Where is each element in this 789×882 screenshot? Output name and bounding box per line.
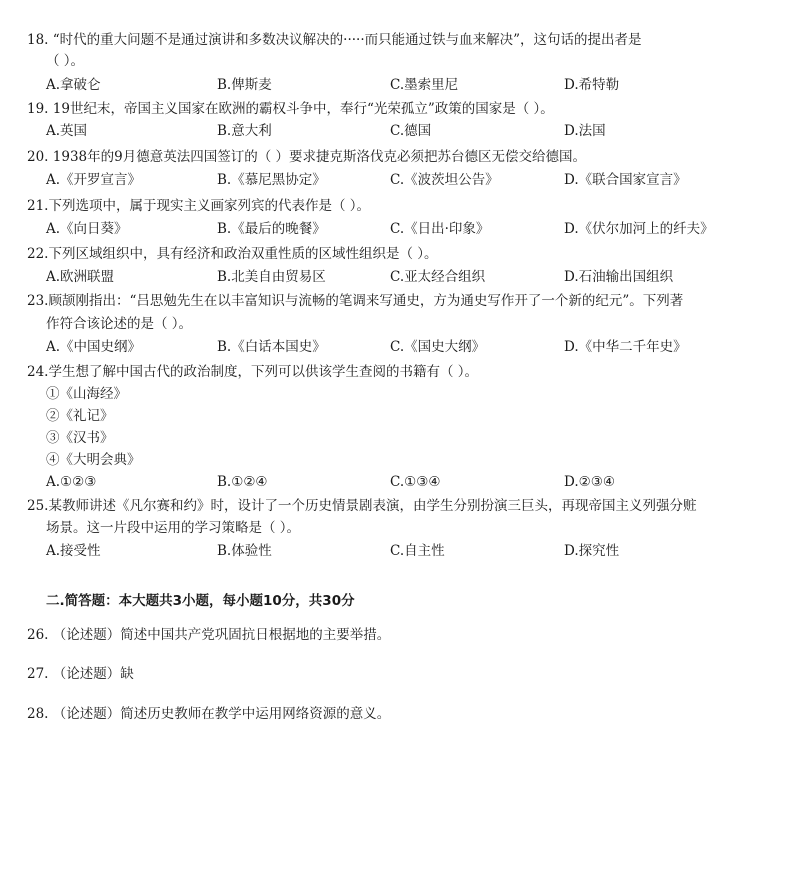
- question-text: 19. 19世纪末，帝国主义国家在欧洲的霸权斗争中，奉行“光荣孤立”政策的国家是（ ）。: [27, 101, 554, 117]
- option-d: D.《伏尔加河上的纤夫》: [564, 221, 714, 237]
- question-text: 22.下列区域组织中，具有经济和政治双重性质的区域性组织是（ ）。: [27, 246, 438, 262]
- question-text: 21.下列选项中，属于现实主义画家列宾的代表作是（ ）。: [27, 198, 371, 214]
- option-d: D.希特勒: [564, 77, 620, 93]
- option-c: C.墨索里尼: [390, 77, 459, 93]
- option-d: D.《联合国家宣言》: [564, 172, 687, 188]
- option-b: B.《白话本国史》: [217, 339, 326, 355]
- option-b: B.意大利: [217, 123, 272, 139]
- option-b: B.北美自由贸易区: [217, 269, 326, 285]
- essay-question-28: 28. （论述题）简述历史教师在教学中运用网络资源的意义。: [27, 706, 391, 722]
- question-text: 18. “时代的重大问题不是通过演讲和多数决议解决的·····而只能通过铁与血来解决”，这句话的提出者是: [27, 32, 642, 48]
- option-b: B.《最后的晚餐》: [217, 221, 326, 237]
- option-d: D.②③④: [564, 474, 615, 490]
- list-item: ②《礼记》: [46, 408, 114, 424]
- list-item: ④《大明会典》: [46, 452, 141, 468]
- option-c: C.德国: [390, 123, 432, 139]
- option-b: B.《慕尼黑协定》: [217, 172, 326, 188]
- option-a: A.英国: [46, 123, 88, 139]
- option-c: C.《波茨坦公告》: [390, 172, 499, 188]
- option-a: A.欧洲联盟: [46, 269, 115, 285]
- option-a: A.①②③: [46, 474, 97, 490]
- option-a: A.拿破仑: [46, 77, 101, 93]
- option-a: A.《向日葵》: [46, 221, 128, 237]
- essay-question-27: 27. （论述题）缺: [27, 666, 134, 682]
- option-b: B.①②④: [217, 474, 268, 490]
- question-text-continued: 场景。这一片段中运用的学习策略是（ ）。: [46, 520, 301, 536]
- section-title: 二.简答题：本大题共3小题，每小题10分，共30分: [46, 593, 355, 609]
- option-d: D.石油输出国组织: [564, 269, 674, 285]
- question-text: 25.某教师讲述《凡尔赛和约》时，设计了一个历史情景剧表演，由学生分别扮演三巨头，再现帝国主义列强分赃: [27, 498, 697, 514]
- option-d: D.《中华二千年史》: [564, 339, 687, 355]
- option-b: B.俾斯麦: [217, 77, 272, 93]
- option-a: A.《中国史纲》: [46, 339, 142, 355]
- option-c: C.自主性: [390, 543, 445, 559]
- list-item: ①《山海经》: [46, 386, 127, 402]
- option-c: C.《国史大纲》: [390, 339, 486, 355]
- option-d: D.探究性: [564, 543, 620, 559]
- question-text: 23.顾颉刚指出：“吕思勉先生在以丰富知识与流畅的笔调来写通史，方为通史写作开了一个新的纪元”。下列著: [27, 293, 684, 309]
- essay-question-26: 26. （论述题）简述中国共产党巩固抗日根据地的主要举措。: [27, 627, 391, 643]
- question-text-continued: 作符合该论述的是（ ）。: [46, 316, 193, 332]
- question-text: 20. 1938年的9月德意英法四国签订的（ ）要求捷克斯洛伐克必须把苏台德区无偿交给德国。: [27, 149, 586, 165]
- question-text: 24.学生想了解中国古代的政治制度，下列可以供该学生查阅的书籍有（ ）。: [27, 364, 479, 380]
- option-d: D.法国: [564, 123, 606, 139]
- option-c: C.①③④: [390, 474, 441, 490]
- option-a: A.接受性: [46, 543, 101, 559]
- question-text-continued: （ ）。: [46, 53, 85, 69]
- option-a: A.《开罗宣言》: [46, 172, 142, 188]
- option-c: C.《日出·印象》: [390, 221, 490, 237]
- list-item: ③《汉书》: [46, 430, 114, 446]
- option-c: C.亚太经合组织: [390, 269, 486, 285]
- option-b: B.体验性: [217, 543, 272, 559]
